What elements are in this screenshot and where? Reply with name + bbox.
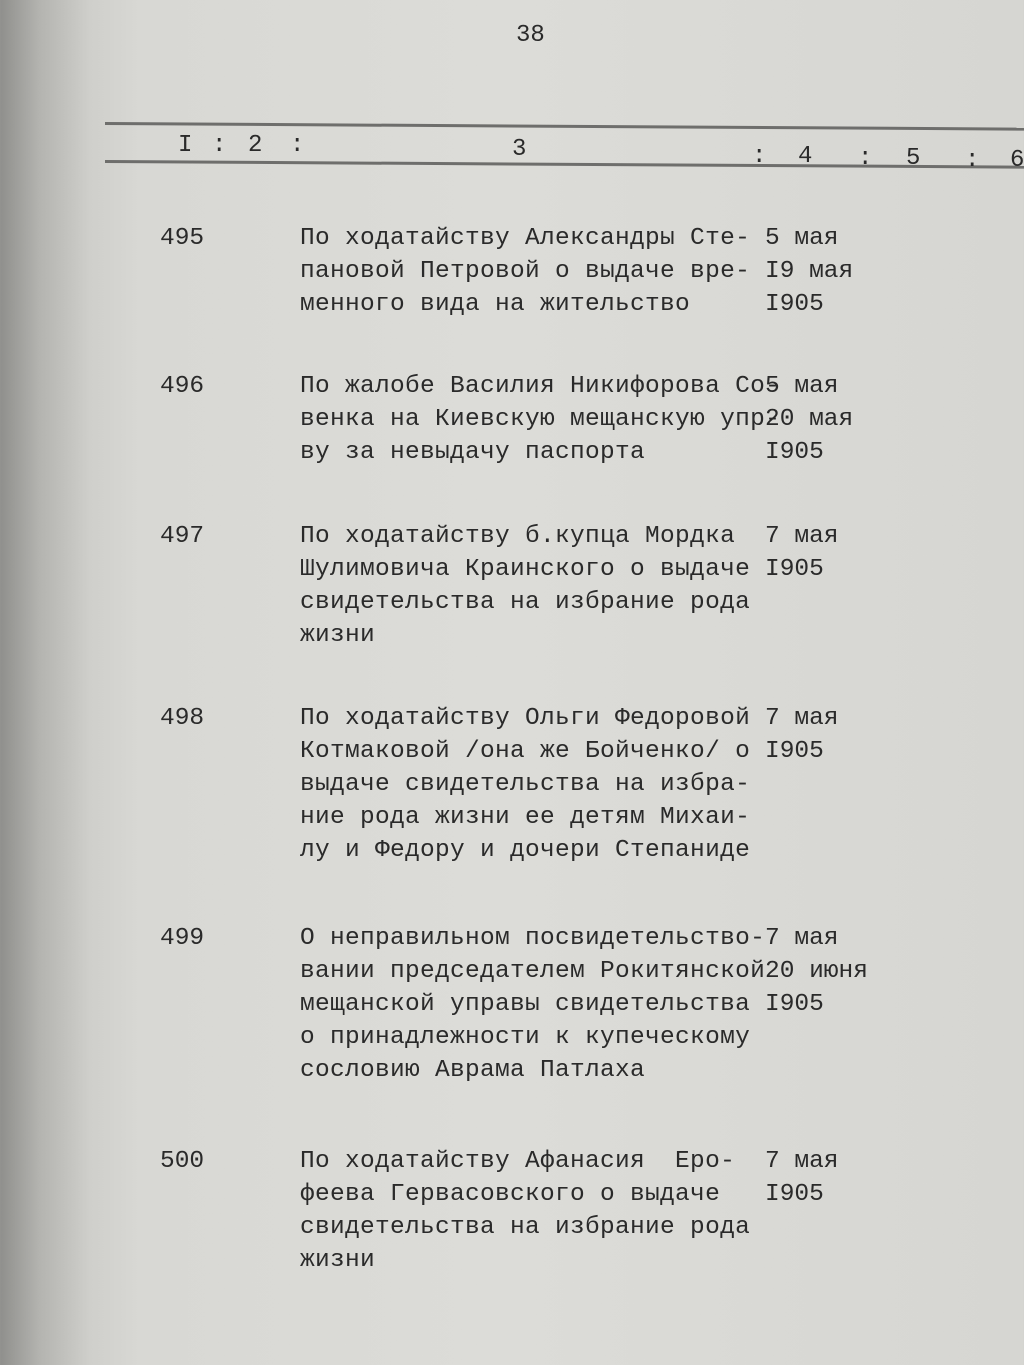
- date-line: 20 июня: [765, 958, 868, 985]
- date-line: I905: [765, 291, 824, 318]
- entry-description: [300, 370, 780, 469]
- date-line: 20 мая: [765, 406, 854, 433]
- date-line: I9 мая: [765, 258, 854, 285]
- description-line: венка на Киевскую мещанскую упр-: [300, 406, 781, 433]
- description-line: По ходатайству Афанасия Еро-: [300, 1148, 736, 1175]
- description-line: мещанской управы свидетельства: [300, 991, 751, 1018]
- description-line: о принадлежности к купеческому: [300, 1024, 751, 1051]
- entry-dates: [765, 702, 839, 768]
- column-separator: :: [212, 132, 227, 159]
- date-line: 7 мая: [765, 925, 839, 952]
- description-line: По жалобе Василия Никифорова Со-: [300, 373, 781, 400]
- entry-number: 497: [160, 523, 205, 550]
- description-line: ние рода жизни ее детям Михаи-: [300, 804, 751, 831]
- entry-dates: [765, 1145, 839, 1211]
- date-line: 5 мая: [765, 225, 839, 252]
- entry-number: 495: [160, 225, 205, 252]
- date-line: 5 мая: [765, 373, 839, 400]
- entry-description: [300, 222, 750, 321]
- entry-dates: [765, 370, 853, 469]
- column-header-3: 3: [512, 136, 527, 163]
- entry-number: 499: [160, 925, 205, 952]
- entry-number: 500: [160, 1148, 205, 1175]
- column-separator: :: [290, 132, 305, 159]
- column-separator: :: [965, 147, 980, 174]
- description-line: феева Гервасовского о выдаче: [300, 1181, 721, 1208]
- entry-dates: [765, 520, 839, 586]
- date-line: I905: [765, 1181, 824, 1208]
- entry-dates: [765, 922, 868, 1021]
- column-header-5: 5: [906, 145, 921, 172]
- date-line: I905: [765, 991, 824, 1018]
- description-line: лу и Федору и дочери Степаниде: [300, 837, 751, 864]
- entry-number: 498: [160, 705, 205, 732]
- date-line: 7 мая: [765, 705, 839, 732]
- entry-description: [300, 702, 750, 867]
- description-line: Шулимовича Краинского о выдаче: [300, 556, 751, 583]
- description-line: менного вида на жительство: [300, 291, 691, 318]
- date-line: I905: [765, 738, 824, 765]
- description-line: свидетельства на избрание рода: [300, 589, 751, 616]
- date-line: I905: [765, 556, 824, 583]
- description-line: По ходатайству б.купца Мордка: [300, 523, 736, 550]
- description-line: О неправильном посвидетельство-: [300, 925, 766, 952]
- column-header-6: 6: [1010, 147, 1024, 174]
- description-line: сословию Аврама Патлаха: [300, 1057, 646, 1084]
- date-line: I905: [765, 439, 824, 466]
- description-line: свидетельства на избрание рода: [300, 1214, 751, 1241]
- entry-number: 496: [160, 373, 205, 400]
- description-line: ву за невыдачу паспорта: [300, 439, 646, 466]
- column-header-4: 4: [798, 143, 813, 170]
- entry-description: [300, 1145, 750, 1277]
- column-separator: :: [858, 145, 873, 172]
- entry-dates: [765, 222, 853, 321]
- header-rule-top: [105, 122, 1024, 131]
- entry-description: [300, 520, 750, 652]
- header-rule-bottom: [105, 160, 1024, 169]
- date-line: 7 мая: [765, 1148, 839, 1175]
- page-number: 38: [516, 22, 545, 49]
- column-separator: :: [752, 143, 767, 170]
- description-line: вании председателем Рокитянской: [300, 958, 766, 985]
- description-line: выдаче свидетельства на избра-: [300, 771, 751, 798]
- description-line: Котмаковой /она же Бойченко/ о: [300, 738, 751, 765]
- description-line: По ходатайству Ольги Федоровой: [300, 705, 751, 732]
- date-line: 7 мая: [765, 523, 839, 550]
- column-header-2: 2: [248, 132, 263, 159]
- description-line: По ходатайству Александры Сте-: [300, 225, 751, 252]
- description-line: пановой Петровой о выдаче вре-: [300, 258, 751, 285]
- entry-description: [300, 922, 765, 1087]
- column-header-1: I: [178, 132, 193, 159]
- description-line: жизни: [300, 1247, 376, 1274]
- description-line: жизни: [300, 622, 376, 649]
